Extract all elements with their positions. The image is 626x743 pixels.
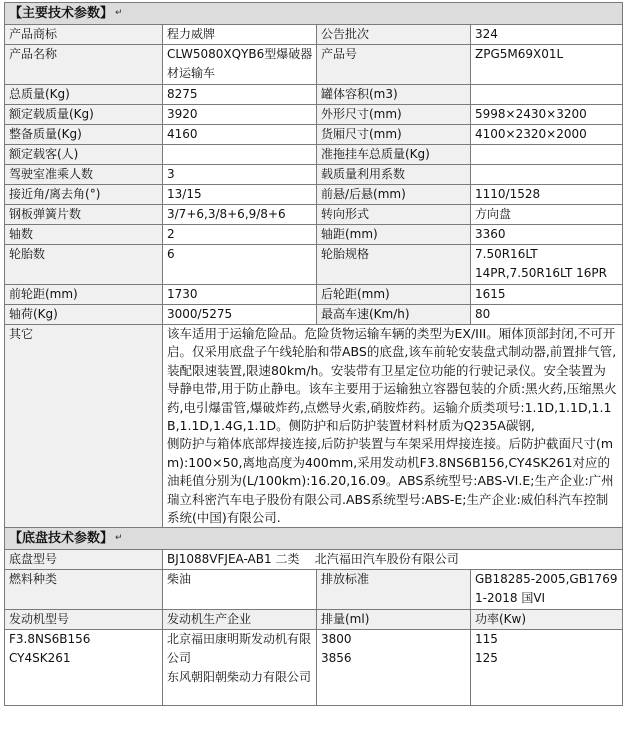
engine-power-2: 125 <box>475 651 498 666</box>
engine-header-maker: 发动机生产企业 <box>163 610 317 630</box>
spec-value: 1110/1528 <box>471 185 623 205</box>
spec-label: 钢板弹簧片数 <box>5 205 163 225</box>
spec-value: 80 <box>471 305 623 325</box>
tire-spec-line-2: 14PR,7.50R16LT 16PR <box>475 266 608 280</box>
spec-value: 方向盘 <box>471 205 623 225</box>
engine-makers <box>163 630 317 706</box>
spec-label: 准拖挂车总质量(Kg) <box>317 145 471 165</box>
chassis-maker: 北汽福田汽车股份有限公司 <box>314 552 459 567</box>
spec-label: 轮胎数 <box>5 245 163 285</box>
spec-row <box>5 45 623 85</box>
spec-label: 轴数 <box>5 225 163 245</box>
engine-displacements <box>317 630 471 706</box>
spec-value: 1730 <box>163 285 317 305</box>
spec-value <box>471 145 623 165</box>
spec-sheet <box>4 2 622 706</box>
engine-maker-2: 东风朝阳朝柴动力有限公司 <box>167 670 312 685</box>
spec-row <box>5 205 623 225</box>
spec-value: 3360 <box>471 225 623 245</box>
engine-displacement-1: 3800 <box>321 632 352 647</box>
engine-powers <box>471 630 623 706</box>
spec-label: 产品商标 <box>5 25 163 45</box>
spec-label: 转向形式 <box>317 205 471 225</box>
spec-value: 13/15 <box>163 185 317 205</box>
engine-power-1: 115 <box>475 632 498 647</box>
spec-label: 产品号 <box>317 45 471 85</box>
spec-value: 324 <box>471 25 623 45</box>
engine-header-displacement: 排量(ml) <box>317 610 471 630</box>
spec-label: 驾驶室准乘人数 <box>5 165 163 185</box>
spec-label: 前悬/后悬(mm) <box>317 185 471 205</box>
spec-row <box>5 25 623 45</box>
spec-value: 1615 <box>471 285 623 305</box>
spec-row <box>5 185 623 205</box>
spec-label: 产品名称 <box>5 45 163 85</box>
other-remarks <box>163 325 623 528</box>
spec-row <box>5 125 623 145</box>
spec-row <box>5 105 623 125</box>
spec-value: 3000/5275 <box>163 305 317 325</box>
spec-label: 后轮距(mm) <box>317 285 471 305</box>
spec-value: 3 <box>163 165 317 185</box>
spec-label: 前轮距(mm) <box>5 285 163 305</box>
engine-header-model: 发动机型号 <box>5 610 163 630</box>
spec-value: ZPG5M69X01L <box>471 45 623 85</box>
spec-row <box>5 285 623 305</box>
spec-label: 罐体容积(m3) <box>317 85 471 105</box>
spec-label: 额定载客(人) <box>5 145 163 165</box>
spec-row <box>5 165 623 185</box>
spec-label: 最高车速(Km/h) <box>317 305 471 325</box>
spec-value <box>471 85 623 105</box>
spec-row <box>5 85 623 105</box>
chassis-model-value: BJ1088VFJEA-AB1 二类 北汽福田汽车股份有限公司 <box>163 550 623 570</box>
spec-value <box>163 145 317 165</box>
other-label: 其它 <box>5 325 163 528</box>
engine-model-2: CY4SK261 <box>9 651 71 666</box>
spec-value: 6 <box>163 245 317 285</box>
spec-row <box>5 225 623 245</box>
spec-value <box>471 245 623 285</box>
spec-value: CLW5080XQYB6型爆破器材运输车 <box>163 45 317 85</box>
engine-maker-1: 北京福田康明斯发动机有限公司 <box>167 632 312 666</box>
spec-value: 程力威牌 <box>163 25 317 45</box>
other-text-2: 侧防护与箱体底部焊接连接,后防护装置与车架采用焊接连接。后防护截面尺寸(mm):100×50,离地高度为400mm,采用发动机F3.8NS6B156,CY4SK261对应的油耗值分别为(L/100km):16.20,16.09。ABS系统型号:ABS-VI.E;生产企业:广州瑞立科密汽车电子股份有限公司.ABS系统型号:ABS-E;生产企业:威伯科汽车控制系统(中国)有限公司. <box>167 436 614 526</box>
fuel-label: 燃料种类 <box>5 570 163 610</box>
chassis-section-title: 【底盘技术参数】 ↵ <box>5 528 623 550</box>
spec-value: 5998×2430×3200 <box>471 105 623 125</box>
main-section-title: 【主要技术参数】 ↵ <box>5 3 623 25</box>
spec-value: 4160 <box>163 125 317 145</box>
spec-label: 轴距(mm) <box>317 225 471 245</box>
spec-label: 公告批次 <box>317 25 471 45</box>
spec-value: 8275 <box>163 85 317 105</box>
spec-table <box>4 2 623 706</box>
spec-label: 外形尺寸(mm) <box>317 105 471 125</box>
spec-value <box>471 165 623 185</box>
spec-label: 载质量利用系数 <box>317 165 471 185</box>
engine-displacement-2: 3856 <box>321 651 352 666</box>
engine-models <box>5 630 163 706</box>
spec-label: 轮胎规格 <box>317 245 471 285</box>
tire-spec-line-1: 7.50R16LT <box>475 247 538 261</box>
chassis-model-label: 底盘型号 <box>5 550 163 570</box>
fuel-value: 柴油 <box>163 570 317 610</box>
spec-value: 3920 <box>163 105 317 125</box>
other-text-1: 该车适用于运输危险品。危险货物运输车辆的类型为EX/III。厢体顶部封闭,不可开启。仅采用底盘子午线轮胎和带ABS的底盘,该车前轮安装盘式制动器,前置排气管,装配限速装置,限速80km/h。安装带有卫星定位功能的行驶记录仪。安全装置为导静电带,用于防止静电。该车主要用于运输独立容器包装的介质:黑火药,压缩黑火药,电引爆雷管,爆破炸药,点燃导火索,硝胺炸药。运输介质类项号:1.1D,1.1D,1.1B,1.1D,1.4G,1.1D。侧防护和后防护装置材料材质为Q235A碳钢, <box>167 326 617 434</box>
spec-label: 整备质量(Kg) <box>5 125 163 145</box>
emission-value: GB18285-2005,GB17691-2018 国VI <box>471 570 623 610</box>
emission-label: 排放标准 <box>317 570 471 610</box>
engine-header-power: 功率(Kw) <box>471 610 623 630</box>
spec-row <box>5 305 623 325</box>
spec-value: 4100×2320×2000 <box>471 125 623 145</box>
spec-label: 轴荷(Kg) <box>5 305 163 325</box>
spec-row <box>5 145 623 165</box>
spec-value: 3/7+6,3/8+6,9/8+6 <box>163 205 317 225</box>
spec-label: 额定载质量(Kg) <box>5 105 163 125</box>
spec-value: 2 <box>163 225 317 245</box>
spec-row <box>5 245 623 285</box>
spec-label: 总质量(Kg) <box>5 85 163 105</box>
engine-model-1: F3.8NS6B156 <box>9 632 91 647</box>
spec-label: 接近角/离去角(°) <box>5 185 163 205</box>
spec-label: 货厢尺寸(mm) <box>317 125 471 145</box>
